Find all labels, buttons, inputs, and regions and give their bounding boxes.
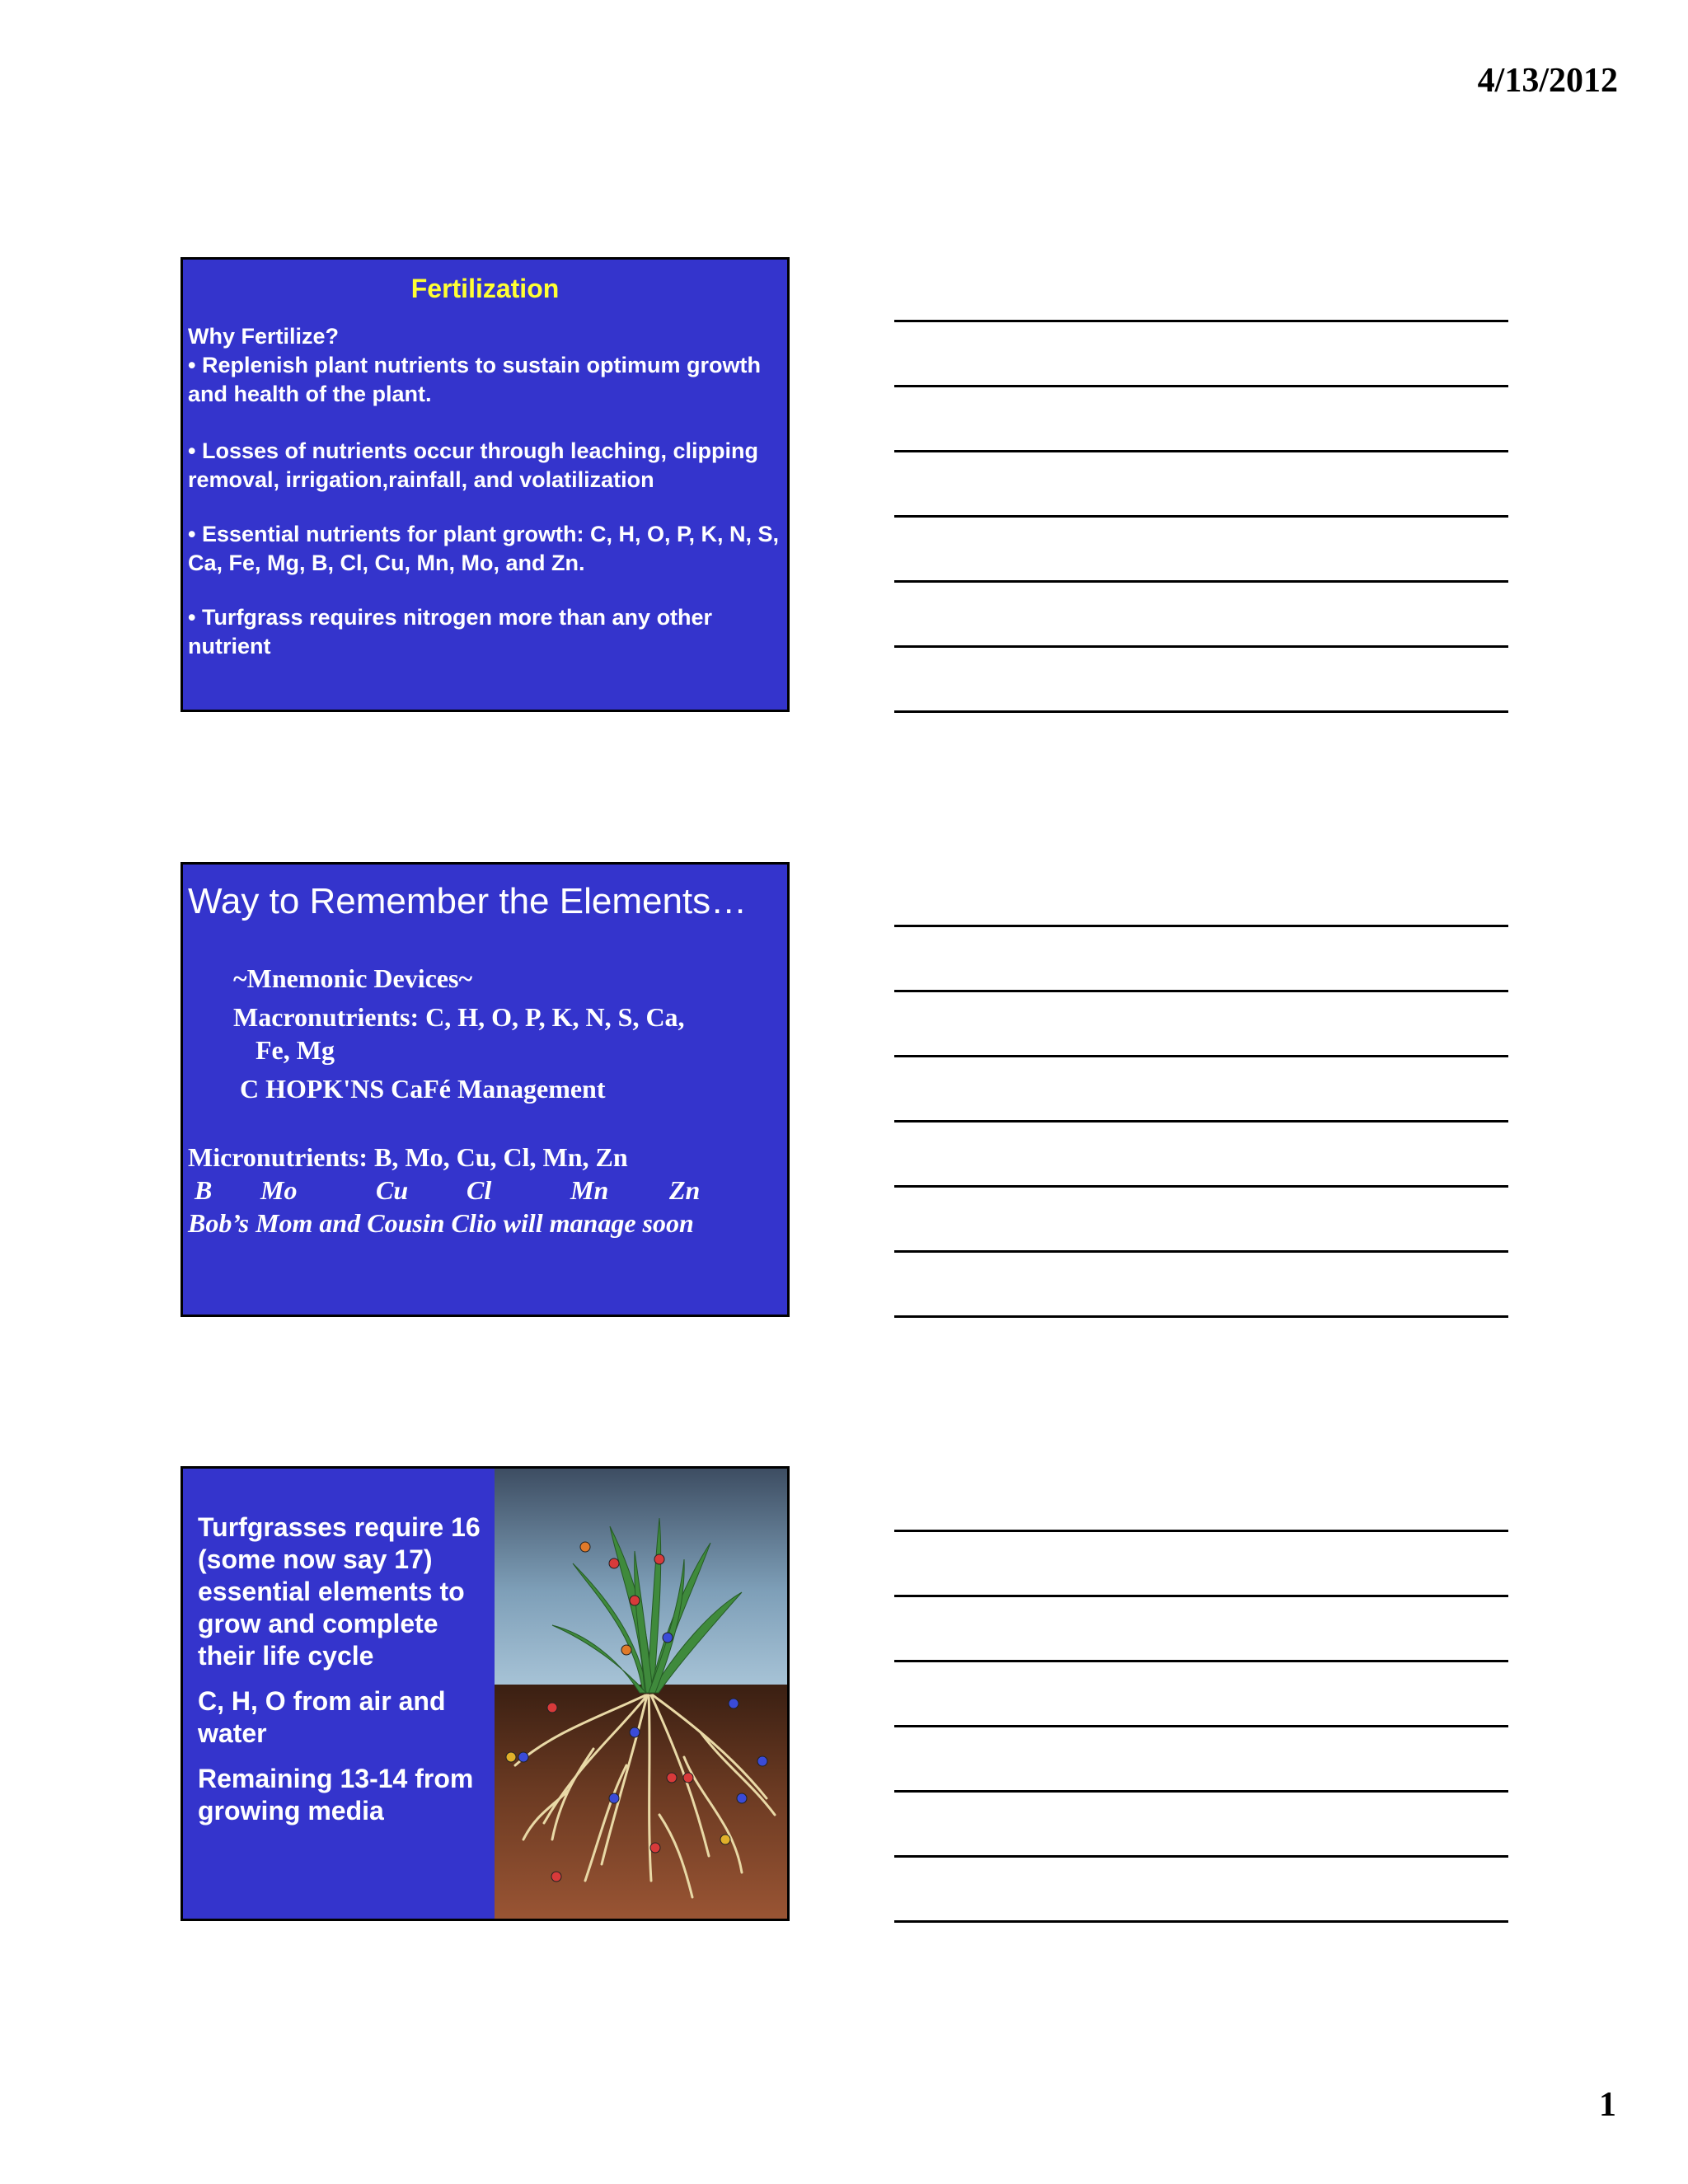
note-line xyxy=(894,320,1508,322)
note-line xyxy=(894,1185,1508,1188)
bullet-losses: • Losses of nutrients occur through leaching, clipping removal, irrigation,rainfall, and volatilization xyxy=(188,438,759,492)
slide-title: Fertilization xyxy=(410,274,560,303)
note-line xyxy=(894,710,1508,713)
note-line xyxy=(894,1530,1508,1532)
note-line xyxy=(894,1595,1508,1597)
slide-mnemonics xyxy=(181,862,790,1317)
bullet-nitrogen: • Turfgrass requires nitrogen more than any other nutrient xyxy=(188,605,713,658)
symbol-zn: Zn xyxy=(669,1175,701,1205)
note-line xyxy=(894,580,1508,583)
note-line xyxy=(894,1725,1508,1727)
note-line xyxy=(894,1855,1508,1858)
micronutrients-line: Micronutrients: B, Mo, Cu, Cl, Mn, Zn xyxy=(188,1142,628,1172)
note-line xyxy=(894,1055,1508,1057)
note-line xyxy=(894,450,1508,452)
micronutrient-symbols xyxy=(188,1174,784,1207)
macronutrients-line1: Macronutrients: C, H, O, P, K, N, S, Ca, xyxy=(233,1002,685,1032)
symbol-b: B xyxy=(195,1175,213,1205)
note-line xyxy=(894,990,1508,992)
slide-fertilization xyxy=(181,257,790,712)
mnemonic-devices-heading: ~Mnemonic Devices~ xyxy=(233,963,473,993)
symbol-cu: Cu xyxy=(376,1175,409,1205)
note-line xyxy=(894,1120,1508,1122)
slide-body xyxy=(188,322,784,661)
page-number: 1 xyxy=(1599,2086,1616,2124)
page-date: 4/13/2012 xyxy=(1477,62,1618,100)
note-line xyxy=(894,1315,1508,1318)
note-line xyxy=(894,515,1508,518)
note-line xyxy=(894,1250,1508,1253)
why-heading: Why Fertilize? xyxy=(188,324,340,349)
bullet-replenish: • Replenish plant nutrients to sustain optimum growth and health of the plant. xyxy=(188,353,761,406)
macronutrients-line2: Fe, Mg xyxy=(256,1035,335,1065)
slide-title: Way to Remember the Elements… xyxy=(188,881,748,921)
note-line xyxy=(894,385,1508,387)
para-growing-media: Remaining 13-14 from growing media xyxy=(198,1764,474,1825)
slide-body xyxy=(188,962,784,1240)
turfgrass-roots-illustration xyxy=(495,1469,790,1921)
slide-essential-elements xyxy=(181,1466,790,1921)
note-line xyxy=(894,1790,1508,1793)
macronutrients-mnemonic: C HOPK'NS CaFé Management xyxy=(240,1074,606,1104)
symbol-mn: Mn xyxy=(570,1175,609,1205)
symbol-cl: Cl xyxy=(467,1175,492,1205)
note-line xyxy=(894,1660,1508,1662)
note-line xyxy=(894,925,1508,927)
micronutrients-mnemonic: Bob’s Mom and Cousin Clio will manage soon xyxy=(188,1208,694,1238)
bullet-essential: • Essential nutrients for plant growth: C, H, O, P, K, N, S, Ca, Fe, Mg, B, Cl, Cu, Mn, Mo, and Zn. xyxy=(188,522,780,575)
slide-body xyxy=(198,1511,495,1840)
note-line xyxy=(894,645,1508,648)
symbol-mo: Mo xyxy=(260,1175,298,1205)
note-line xyxy=(894,1920,1508,1923)
para-air-water: C, H, O from air and water xyxy=(198,1686,446,1748)
para-sixteen-elements: Turfgrasses require 16 (some now say 17) essential elements to grow and complete their life cycle xyxy=(198,1512,481,1671)
